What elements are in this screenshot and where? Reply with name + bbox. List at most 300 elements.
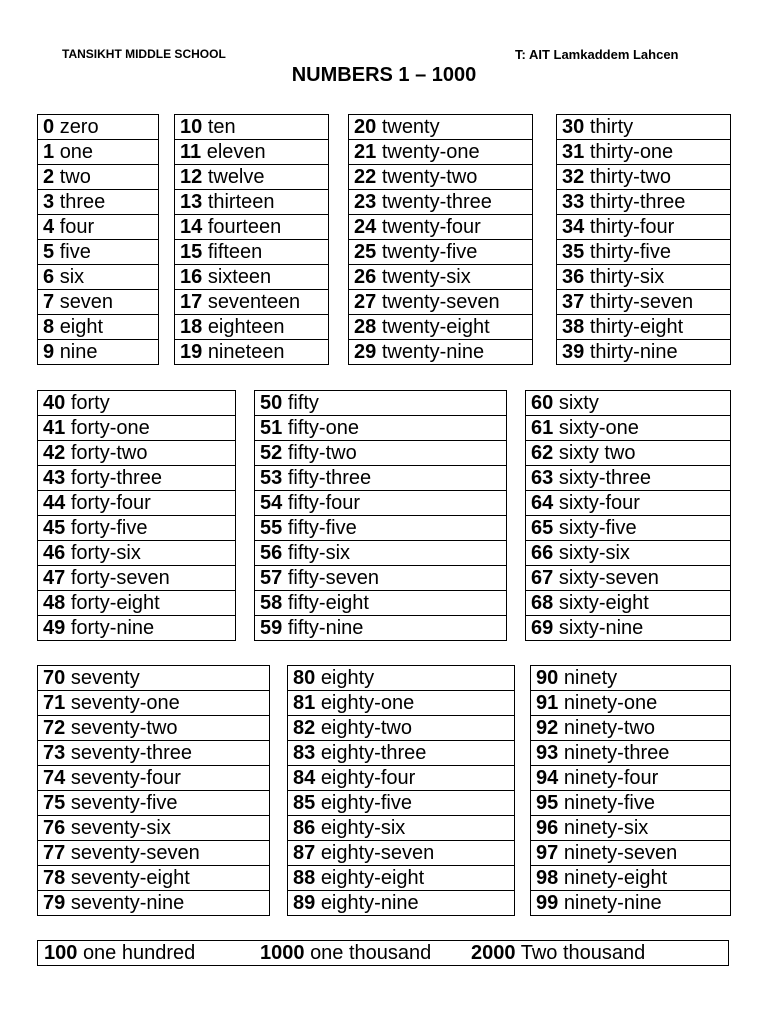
numeral: 36 xyxy=(562,266,585,288)
number-cell xyxy=(255,516,507,541)
number-word: nineteen xyxy=(207,341,285,363)
table-row xyxy=(255,616,507,641)
number-cell xyxy=(557,115,731,140)
number-word: seventy-three xyxy=(70,742,192,764)
table-row xyxy=(531,791,731,816)
number-cell xyxy=(288,666,515,691)
table-row xyxy=(349,265,533,290)
table-row xyxy=(288,816,515,841)
table-row xyxy=(38,215,159,240)
numeral: 51 xyxy=(260,417,283,439)
number-word: ninety-four xyxy=(563,767,659,789)
number-cell xyxy=(38,566,236,591)
table-row xyxy=(288,666,515,691)
numeral: 38 xyxy=(562,316,585,338)
number-word: eighty-five xyxy=(320,792,412,814)
number-cell xyxy=(531,691,731,716)
number-cell xyxy=(526,591,731,616)
numeral: 2 xyxy=(43,166,55,188)
table-row xyxy=(557,340,731,365)
numeral: 29 xyxy=(354,341,377,363)
number-word: ninety-nine xyxy=(563,892,662,914)
number-cell xyxy=(255,591,507,616)
numeral: 21 xyxy=(354,141,377,163)
table-row xyxy=(526,516,731,541)
number-word: fifty-seven xyxy=(287,567,379,589)
number-word: forty-one xyxy=(70,417,150,439)
number-cell xyxy=(526,416,731,441)
table-row xyxy=(38,441,236,466)
numeral: 73 xyxy=(43,742,66,764)
number-word: eleven xyxy=(206,141,266,163)
number-word: thirty-one xyxy=(589,141,674,163)
table-row xyxy=(349,290,533,315)
table-row xyxy=(38,165,159,190)
table-row xyxy=(557,215,731,240)
numeral: 95 xyxy=(536,792,559,814)
table-row xyxy=(38,541,236,566)
number-cell xyxy=(38,766,270,791)
bottom-item-1000: 1000 one thousand xyxy=(260,942,432,964)
table-row xyxy=(526,416,731,441)
table-row xyxy=(38,340,159,365)
number-word: fifty-three xyxy=(287,467,372,489)
numeral: 82 xyxy=(293,717,316,739)
numeral: 7 xyxy=(43,291,55,313)
number-word: sixty-nine xyxy=(558,617,644,639)
number-cell xyxy=(526,441,731,466)
table-row xyxy=(255,491,507,516)
table-row xyxy=(255,516,507,541)
table-row xyxy=(526,491,731,516)
table-row xyxy=(255,441,507,466)
number-cell xyxy=(175,190,329,215)
number-cell xyxy=(531,816,731,841)
numeral: 56 xyxy=(260,542,283,564)
number-word: three xyxy=(59,191,106,213)
table-row xyxy=(38,766,270,791)
numeral: 1 xyxy=(43,141,55,163)
table-row xyxy=(255,466,507,491)
table-row xyxy=(349,140,533,165)
number-cell xyxy=(175,315,329,340)
number-word: sixty-five xyxy=(558,517,637,539)
numeral: 65 xyxy=(531,517,554,539)
table-row xyxy=(526,441,731,466)
number-cell xyxy=(38,315,159,340)
table-row xyxy=(557,315,731,340)
number-cell xyxy=(255,616,507,641)
number-table xyxy=(530,665,731,916)
number-word: forty-eight xyxy=(70,592,160,614)
numeral: 8 xyxy=(43,316,55,338)
number-word: forty-nine xyxy=(70,617,155,639)
number-word: sixty-one xyxy=(558,417,639,439)
numeral: 74 xyxy=(43,767,66,789)
numeral: 90 xyxy=(536,667,559,689)
numeral: 5 xyxy=(43,241,55,263)
numeral: 64 xyxy=(531,492,554,514)
number-cell xyxy=(38,491,236,516)
number-cell xyxy=(349,165,533,190)
table-row xyxy=(526,541,731,566)
numeral: 49 xyxy=(43,617,66,639)
numeral: 52 xyxy=(260,442,283,464)
numeral: 96 xyxy=(536,817,559,839)
number-cell xyxy=(526,616,731,641)
number-word: fifteen xyxy=(207,241,263,263)
table-row xyxy=(175,290,329,315)
number-word: twenty-eight xyxy=(381,316,490,338)
numeral: 84 xyxy=(293,767,316,789)
numeral: 88 xyxy=(293,867,316,889)
numeral: 15 xyxy=(180,241,203,263)
number-cell xyxy=(175,165,329,190)
table-row xyxy=(175,115,329,140)
number-cell xyxy=(255,491,507,516)
table-row xyxy=(288,716,515,741)
numeral: 24 xyxy=(354,216,377,238)
table-row xyxy=(526,591,731,616)
number-cell xyxy=(38,791,270,816)
number-cell xyxy=(349,265,533,290)
number-word: ten xyxy=(207,116,236,138)
number-word: eighty-one xyxy=(320,692,415,714)
number-cell xyxy=(288,691,515,716)
number-word: seventy-two xyxy=(70,717,178,739)
number-word: sixty xyxy=(558,392,599,414)
number-word: fifty-six xyxy=(287,542,351,564)
number-cell xyxy=(38,466,236,491)
number-cell xyxy=(557,190,731,215)
numeral: 70 xyxy=(43,667,66,689)
numeral: 35 xyxy=(562,241,585,263)
numeral: 25 xyxy=(354,241,377,263)
number-word: fifty-two xyxy=(287,442,357,464)
numeral: 4 xyxy=(43,216,55,238)
table-row xyxy=(38,290,159,315)
number-word: sixty-eight xyxy=(558,592,649,614)
number-cell xyxy=(38,290,159,315)
number-cell xyxy=(38,416,236,441)
number-word: twenty-seven xyxy=(381,291,500,313)
number-table xyxy=(174,114,329,365)
numeral: 14 xyxy=(180,216,203,238)
numeral: 94 xyxy=(536,767,559,789)
number-word: forty-six xyxy=(70,542,141,564)
table-row xyxy=(38,140,159,165)
number-cell xyxy=(288,716,515,741)
number-word: sixty-seven xyxy=(558,567,659,589)
table-row xyxy=(175,265,329,290)
table-row xyxy=(38,891,270,916)
numeral: 19 xyxy=(180,341,203,363)
numeral: 57 xyxy=(260,567,283,589)
number-cell xyxy=(38,190,159,215)
number-cell xyxy=(38,591,236,616)
number-word: sixteen xyxy=(207,266,272,288)
table-row xyxy=(38,791,270,816)
numeral: 30 xyxy=(562,116,585,138)
number-word: thirty-five xyxy=(589,241,671,263)
table-row xyxy=(38,115,159,140)
numeral: 75 xyxy=(43,792,66,814)
numeral: 44 xyxy=(43,492,66,514)
number-cell xyxy=(288,766,515,791)
number-cell xyxy=(557,240,731,265)
number-cell xyxy=(255,441,507,466)
numeral: 18 xyxy=(180,316,203,338)
school-name: TANSIKHT MIDDLE SCHOOL xyxy=(62,47,226,61)
table-row xyxy=(349,240,533,265)
numeral: 92 xyxy=(536,717,559,739)
numeral: 58 xyxy=(260,592,283,614)
table-row xyxy=(526,566,731,591)
number-word: twenty xyxy=(381,116,440,138)
number-word: one xyxy=(59,141,94,163)
number-word: ninety-one xyxy=(563,692,658,714)
number-cell xyxy=(255,391,507,416)
table-row xyxy=(38,591,236,616)
number-word: eighty-seven xyxy=(320,842,435,864)
numeral: 39 xyxy=(562,341,585,363)
number-word: sixty-six xyxy=(558,542,630,564)
table-row xyxy=(38,816,270,841)
number-word: thirty-three xyxy=(589,191,686,213)
table-row xyxy=(38,491,236,516)
table-row xyxy=(255,566,507,591)
number-word: forty-two xyxy=(70,442,148,464)
number-cell xyxy=(557,340,731,365)
number-cell xyxy=(38,516,236,541)
number-cell xyxy=(557,315,731,340)
number-cell xyxy=(557,265,731,290)
table-row xyxy=(38,315,159,340)
numeral: 47 xyxy=(43,567,66,589)
number-cell xyxy=(557,215,731,240)
table-row xyxy=(531,716,731,741)
numeral: 13 xyxy=(180,191,203,213)
table-row xyxy=(288,891,515,916)
number-cell xyxy=(526,541,731,566)
table-row xyxy=(38,566,236,591)
number-word: thirty-eight xyxy=(589,316,684,338)
table-row xyxy=(288,791,515,816)
number-word: eighteen xyxy=(207,316,285,338)
number-cell xyxy=(349,115,533,140)
numeral: 53 xyxy=(260,467,283,489)
number-word: twenty-six xyxy=(381,266,471,288)
teacher-name: T: AIT Lamkaddem Lahcen xyxy=(515,47,679,62)
numeral: 78 xyxy=(43,867,66,889)
number-cell xyxy=(255,416,507,441)
numeral: 0 xyxy=(43,116,55,138)
number-cell xyxy=(38,140,159,165)
numeral: 16 xyxy=(180,266,203,288)
number-word: eighty-eight xyxy=(320,867,425,889)
table-row xyxy=(557,240,731,265)
number-cell xyxy=(531,841,731,866)
number-word: ninety-three xyxy=(563,742,670,764)
number-word: eighty-four xyxy=(320,767,416,789)
numeral: 34 xyxy=(562,216,585,238)
number-cell xyxy=(526,491,731,516)
numeral: 42 xyxy=(43,442,66,464)
table-row xyxy=(349,340,533,365)
number-word: thirty-six xyxy=(589,266,665,288)
numeral: 76 xyxy=(43,817,66,839)
number-cell xyxy=(38,215,159,240)
number-word: forty-four xyxy=(70,492,151,514)
numeral: 87 xyxy=(293,842,316,864)
number-table xyxy=(254,390,507,641)
number-word: eighty xyxy=(320,667,375,689)
number-cell xyxy=(349,215,533,240)
number-table xyxy=(287,665,515,916)
number-word: eighty-six xyxy=(320,817,406,839)
number-cell xyxy=(349,190,533,215)
number-word: thirteen xyxy=(207,191,275,213)
numeral: 86 xyxy=(293,817,316,839)
number-cell xyxy=(531,791,731,816)
number-word: four xyxy=(59,216,95,238)
table-row xyxy=(557,190,731,215)
number-cell xyxy=(557,165,731,190)
table-row xyxy=(38,416,236,441)
number-word: seventeen xyxy=(207,291,301,313)
bottom-row xyxy=(37,940,729,966)
number-cell xyxy=(349,140,533,165)
table-row xyxy=(38,391,236,416)
table-row xyxy=(557,265,731,290)
numeral: 66 xyxy=(531,542,554,564)
number-cell xyxy=(38,841,270,866)
number-word: thirty xyxy=(589,116,634,138)
number-word: ninety-two xyxy=(563,717,655,739)
number-word: twenty-two xyxy=(381,166,478,188)
numeral: 83 xyxy=(293,742,316,764)
number-cell xyxy=(531,716,731,741)
table-row xyxy=(531,816,731,841)
table-row xyxy=(526,466,731,491)
numeral: 11 xyxy=(180,141,202,163)
number-word: seventy-seven xyxy=(70,842,200,864)
number-word: seventy-nine xyxy=(70,892,185,914)
numeral: 9 xyxy=(43,341,55,363)
numeral: 23 xyxy=(354,191,377,213)
number-word: fifty-nine xyxy=(287,617,364,639)
number-cell xyxy=(175,115,329,140)
number-word: ninety-seven xyxy=(563,842,678,864)
page-title: NUMBERS 1 – 1000 xyxy=(291,64,477,86)
number-cell xyxy=(526,391,731,416)
number-table xyxy=(348,114,533,365)
number-cell xyxy=(557,140,731,165)
number-cell xyxy=(38,115,159,140)
number-word: thirty-seven xyxy=(589,291,694,313)
number-word: twenty-one xyxy=(381,141,480,163)
table-row xyxy=(38,265,159,290)
number-cell xyxy=(255,566,507,591)
number-word: seventy-one xyxy=(70,692,180,714)
number-cell xyxy=(288,791,515,816)
table-row xyxy=(349,190,533,215)
number-word: sixty-four xyxy=(558,492,640,514)
numeral: 41 xyxy=(43,417,66,439)
number-cell xyxy=(288,816,515,841)
table-row xyxy=(557,290,731,315)
numeral: 33 xyxy=(562,191,585,213)
table-row xyxy=(38,866,270,891)
number-cell xyxy=(175,140,329,165)
number-cell xyxy=(38,816,270,841)
table-row xyxy=(531,691,731,716)
number-word: forty-three xyxy=(70,467,162,489)
numeral: 79 xyxy=(43,892,66,914)
table-row xyxy=(557,115,731,140)
table-row xyxy=(175,215,329,240)
number-cell xyxy=(526,466,731,491)
numeral: 99 xyxy=(536,892,559,914)
table-row xyxy=(288,866,515,891)
table-row xyxy=(38,666,270,691)
number-cell xyxy=(175,290,329,315)
number-cell xyxy=(349,315,533,340)
number-cell xyxy=(288,741,515,766)
number-word: seventy-five xyxy=(70,792,178,814)
number-cell xyxy=(349,290,533,315)
number-word: eighty-three xyxy=(320,742,427,764)
number-word: fifty-one xyxy=(287,417,359,439)
number-cell xyxy=(255,466,507,491)
numeral: 37 xyxy=(562,291,585,313)
number-word: zero xyxy=(59,116,99,138)
number-word: fifty-four xyxy=(287,492,361,514)
numeral: 61 xyxy=(531,417,554,439)
number-word: ninety-six xyxy=(563,817,649,839)
number-word: seventy-four xyxy=(70,767,181,789)
number-word: seventy xyxy=(70,667,140,689)
number-cell xyxy=(38,891,270,916)
numeral: 63 xyxy=(531,467,554,489)
number-word: five xyxy=(59,241,91,263)
number-table xyxy=(525,390,731,641)
number-word: seven xyxy=(59,291,114,313)
numeral: 98 xyxy=(536,867,559,889)
table-row xyxy=(531,891,731,916)
table-row xyxy=(349,165,533,190)
number-cell xyxy=(526,566,731,591)
number-word: fourteen xyxy=(207,216,282,238)
table-row xyxy=(38,466,236,491)
number-word: ninety-five xyxy=(563,792,655,814)
table-row xyxy=(557,165,731,190)
table-row xyxy=(288,841,515,866)
table-row xyxy=(38,616,236,641)
number-word: nine xyxy=(59,341,98,363)
table-row xyxy=(175,315,329,340)
numeral: 97 xyxy=(536,842,559,864)
numeral: 80 xyxy=(293,667,316,689)
numeral: 77 xyxy=(43,842,66,864)
number-table xyxy=(37,114,159,365)
numeral: 85 xyxy=(293,792,316,814)
number-cell xyxy=(38,741,270,766)
table-row xyxy=(38,716,270,741)
numeral: 55 xyxy=(260,517,283,539)
number-cell xyxy=(288,866,515,891)
numeral: 89 xyxy=(293,892,316,914)
